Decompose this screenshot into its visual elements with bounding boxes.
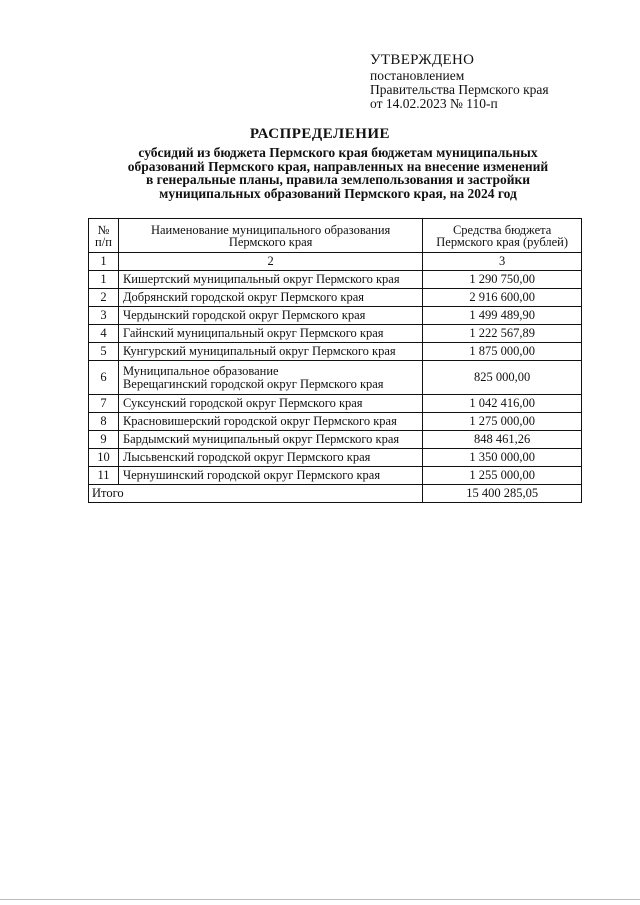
subsidy-amount: 825 000,00 bbox=[423, 361, 582, 395]
municipality-name bbox=[118, 361, 422, 395]
municipality-name: Кишертский муниципальный округ Пермского края bbox=[118, 271, 422, 289]
table-row bbox=[89, 271, 582, 289]
table-row bbox=[89, 395, 582, 413]
table-row bbox=[89, 307, 582, 325]
table-row bbox=[89, 413, 582, 431]
table-row bbox=[89, 467, 582, 485]
table-row bbox=[89, 361, 582, 395]
row-number: 3 bbox=[89, 307, 119, 325]
header-name bbox=[118, 219, 422, 253]
table-row bbox=[89, 325, 582, 343]
subsidy-amount: 1 350 000,00 bbox=[423, 449, 582, 467]
row-number: 9 bbox=[89, 431, 119, 449]
header-sum-line-2: Пермского края (рублей) bbox=[436, 234, 569, 249]
header-number-line-1: № bbox=[97, 222, 110, 237]
total-amount: 15 400 285,05 bbox=[423, 485, 582, 503]
subsidy-amount: 2 916 600,00 bbox=[423, 289, 582, 307]
column-index: 2 bbox=[118, 253, 422, 271]
column-index-row bbox=[89, 253, 582, 271]
subsidy-amount: 1 275 000,00 bbox=[423, 413, 582, 431]
row-number: 5 bbox=[89, 343, 119, 361]
approval-line-2: Правительства Пермского края bbox=[370, 82, 549, 97]
municipality-name: Гайнский муниципальный округ Пермского края bbox=[118, 325, 422, 343]
municipality-name: Добрянский городской округ Пермского края bbox=[118, 289, 422, 307]
approval-line-1: постановлением bbox=[370, 68, 465, 83]
approved-heading: УТВЕРЖДЕНО bbox=[370, 52, 475, 68]
header-name-line-2: Пермского края bbox=[228, 234, 313, 249]
table-row bbox=[89, 431, 582, 449]
row-number: 8 bbox=[89, 413, 119, 431]
municipality-name: Суксунский городской округ Пермского края bbox=[118, 395, 422, 413]
table-row bbox=[89, 343, 582, 361]
header-number-line-2: п/п bbox=[95, 234, 112, 249]
document-title: РАСПРЕДЕЛЕНИЕ bbox=[249, 126, 391, 142]
subsidy-amount: 848 461,26 bbox=[423, 431, 582, 449]
page-edge bbox=[0, 899, 640, 900]
row-number: 2 bbox=[89, 289, 119, 307]
subtitle-line-4: муниципальных образований Пермского края, на 2024 год bbox=[159, 185, 517, 201]
row-number: 1 bbox=[89, 271, 119, 289]
header-sum bbox=[423, 219, 582, 253]
header-name-line-1: Наименование муниципального образования bbox=[150, 222, 391, 237]
subtitle-line-3: в генеральные планы, правила землепользования и застройки bbox=[145, 172, 531, 187]
total-label: Итого bbox=[89, 485, 423, 503]
distribution-table bbox=[88, 218, 582, 503]
municipality-name-line-2: Верещагинский городской округ Пермского края bbox=[122, 376, 384, 391]
header-number bbox=[89, 219, 119, 253]
table-row bbox=[89, 449, 582, 467]
municipality-name: Чердынский городской округ Пермского края bbox=[118, 307, 422, 325]
subsidy-amount: 1 875 000,00 bbox=[423, 343, 582, 361]
column-index: 1 bbox=[89, 253, 119, 271]
column-index: 3 bbox=[423, 253, 582, 271]
row-number: 11 bbox=[89, 467, 119, 485]
header-sum-line-1: Средства бюджета bbox=[452, 222, 552, 237]
subsidy-amount: 1 042 416,00 bbox=[423, 395, 582, 413]
subsidy-amount: 1 222 567,89 bbox=[423, 325, 582, 343]
row-number: 4 bbox=[89, 325, 119, 343]
row-number: 6 bbox=[89, 361, 119, 395]
municipality-name-line-1: Муниципальное образование bbox=[122, 363, 279, 378]
row-number: 7 bbox=[89, 395, 119, 413]
approval-line-3: от 14.02.2023 № 110-п bbox=[370, 96, 498, 111]
document-subtitle bbox=[88, 146, 588, 200]
municipality-name: Бардымский муниципальный округ Пермского края bbox=[118, 431, 422, 449]
subsidy-amount: 1 290 750,00 bbox=[423, 271, 582, 289]
subtitle-line-1: субсидий из бюджета Пермского края бюджетам муниципальных bbox=[138, 145, 538, 160]
table-header-row bbox=[89, 219, 582, 253]
subsidy-amount: 1 499 489,90 bbox=[423, 307, 582, 325]
municipality-name: Кунгурский муниципальный округ Пермского края bbox=[118, 343, 422, 361]
table-row bbox=[89, 289, 582, 307]
subsidy-amount: 1 255 000,00 bbox=[423, 467, 582, 485]
municipality-name: Лысьвенский городской округ Пермского края bbox=[118, 449, 422, 467]
total-row bbox=[89, 485, 582, 503]
approval-stamp bbox=[370, 52, 620, 111]
municipality-name: Красновишерский городской округ Пермского края bbox=[118, 413, 422, 431]
row-number: 10 bbox=[89, 449, 119, 467]
municipality-name: Чернушинский городской округ Пермского края bbox=[118, 467, 422, 485]
subtitle-line-2: образований Пермского края, направленных на внесение изменений bbox=[127, 158, 549, 174]
